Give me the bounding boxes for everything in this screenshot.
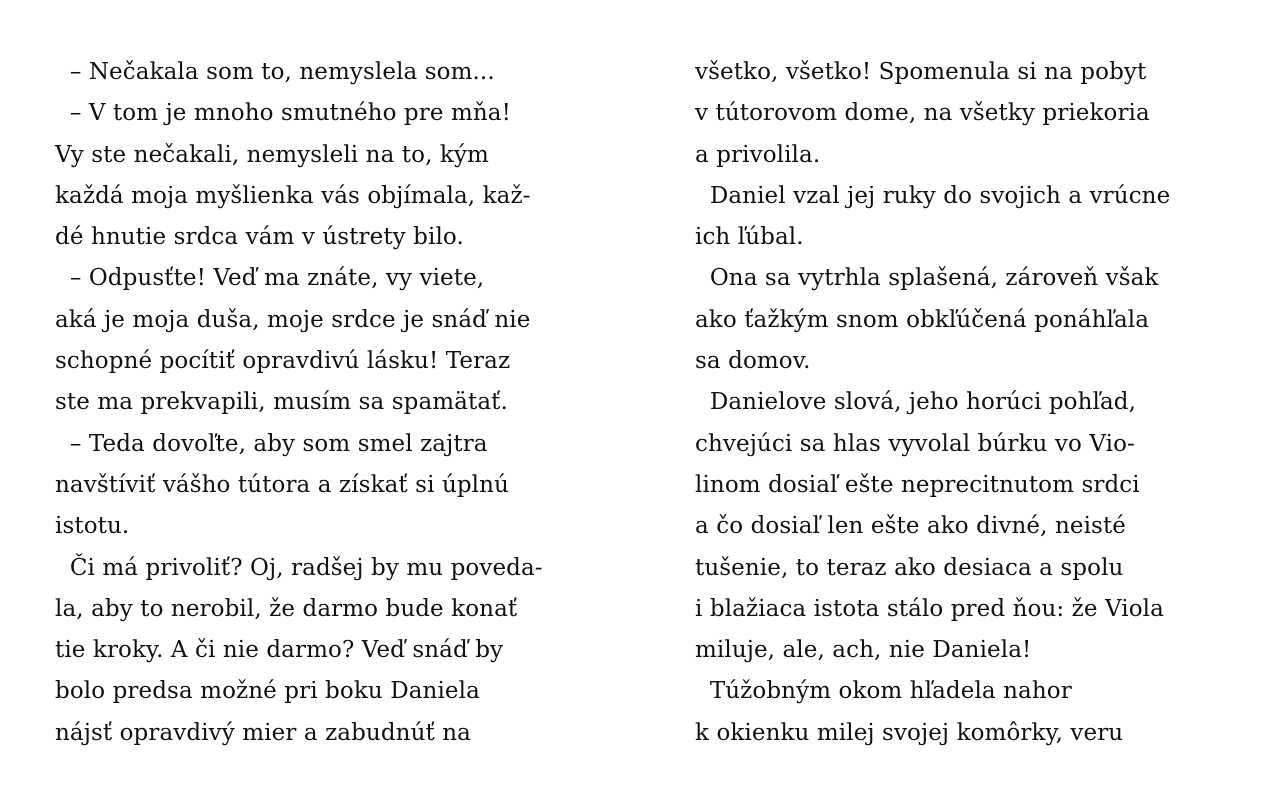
text-line: chvejúci sa hlas vyvolal búrku vo Vio-: [695, 430, 1135, 457]
text-line: dé hnutie srdca vám v ústrety bilo.: [55, 224, 464, 251]
text-line: každá moja myšlienka vás objímala, kaž-: [55, 182, 531, 209]
text-line: tušenie, to teraz ako desiaca a spolu: [695, 554, 1124, 581]
text-line: ste ma prekvapili, musím sa spamätať.: [55, 389, 508, 416]
text-line: miluje, ale, ach, nie Daniela!: [695, 637, 1032, 664]
text-line: i blažiaca istota stálo pred ňou: že Viola: [695, 595, 1164, 622]
text-line: Ona sa vytrhla splašená, zároveň však: [695, 265, 1159, 292]
text-line: a privolila.: [695, 141, 821, 168]
text-line: – Odpusťte! Veď ma znáte, vy viete,: [55, 265, 485, 292]
text-line: Vy ste nečakali, nemysleli na to, kým: [55, 141, 489, 168]
right-page: [695, 52, 1255, 754]
text-line: všetko, všetko! Spomenula si na pobyt: [695, 59, 1147, 85]
left-page: [55, 52, 615, 754]
text-line: ich ľúbal.: [695, 224, 804, 251]
text-line: bolo predsa možné pri boku Daniela: [55, 678, 480, 705]
text-line: aká je moja duša, moje srdce je snáď nie: [55, 306, 531, 333]
text-line: navštíviť vášho tútora a získať si úplnú: [55, 471, 509, 498]
text-line: k okienku milej svojej komôrky, veru: [695, 719, 1124, 746]
text-line: nájsť opravdivý mier a zabudnúť na: [55, 719, 471, 746]
text-line: Či má privoliť? Oj, radšej by mu poveda-: [55, 554, 543, 581]
text-line: Danielove slová, jeho horúci pohľad,: [695, 389, 1137, 416]
text-line: linom dosiaľ ešte neprecitnutom srdci: [695, 471, 1140, 498]
text-line: sa domov.: [695, 348, 811, 375]
text-line: ako ťažkým snom obkľúčená ponáhľala: [695, 306, 1150, 333]
text-line: Daniel vzal jej ruky do svojich a vrúcne: [695, 182, 1171, 209]
text-line: la, aby to nerobil, že darmo bude konať: [55, 595, 518, 622]
text-line: – V tom je mnoho smutného pre mňa!: [55, 100, 511, 127]
text-line: – Nečakala som to, nemyslela som...: [55, 59, 495, 85]
text-line: istotu.: [55, 513, 130, 540]
text-line: a čo dosiaľ len ešte ako divné, neisté: [695, 513, 1127, 540]
text-line: Túžobným okom hľadela nahor: [695, 678, 1072, 705]
text-line: v tútorovom dome, na všetky priekoria: [695, 100, 1150, 127]
text-line: schopné pocítiť opravdivú lásku! Teraz: [55, 348, 511, 375]
text-line: tie kroky. A či nie darmo? Veď snáď by: [55, 637, 504, 664]
text-line: – Teda dovoľte, aby som smel zajtra: [55, 430, 488, 457]
